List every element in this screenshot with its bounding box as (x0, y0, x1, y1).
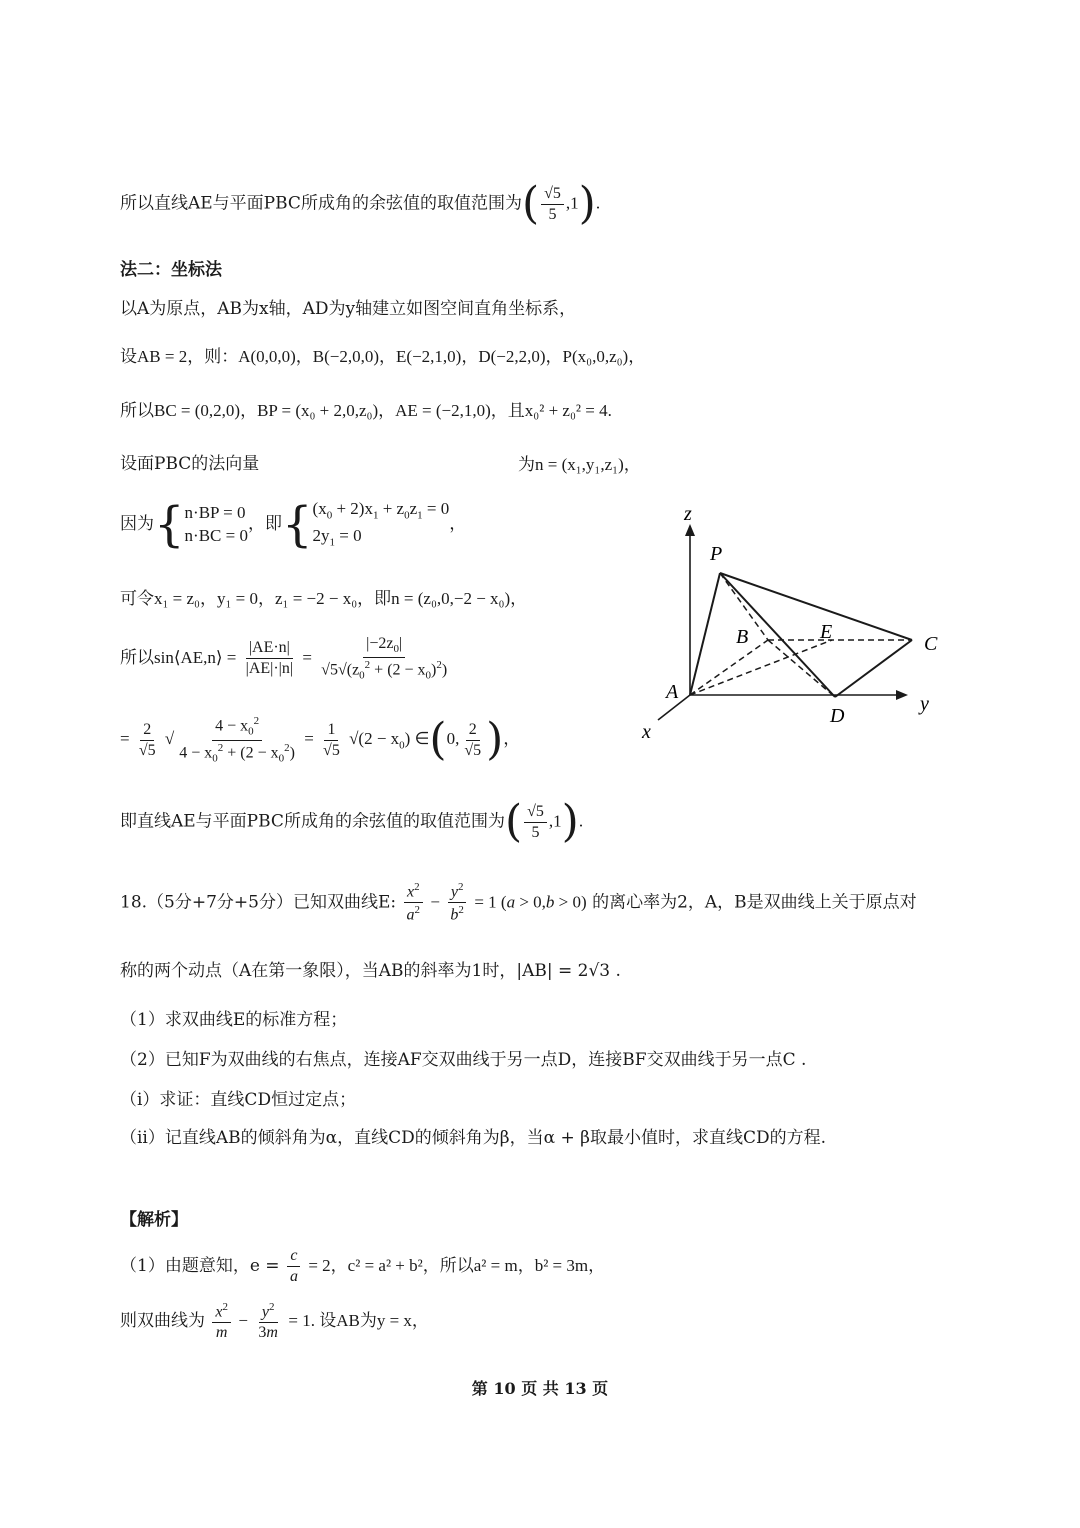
question-18-part-2: （2）已知F为双曲线的右焦点，连接AF交双曲线于另一点D，连接BF交双曲线于另一点C . (120, 1050, 807, 1070)
question-18-part-1: （1）求双曲线E的标准方程； (120, 1010, 348, 1030)
label-x: x (642, 721, 651, 743)
label-E: E (820, 621, 833, 643)
label-D: D (830, 705, 845, 727)
label-P: P (710, 543, 723, 565)
page-footer: 第 10 页 共 13 页 (471, 1379, 609, 1398)
z-arrow (685, 524, 695, 536)
text-line-range-1: 所以直线AE与平面PBC所成角的余弦值的取值范围为( $\frac{√5}{5}$ ,1). (120, 178, 601, 229)
solution-line-1: （1）由题意知，e = $\frac{c}{a}$ = 2，c² = a² + b²，所以a² = m，b² = 3m， (120, 1247, 606, 1285)
text-line-vectors: 所以BC = (0,2,0)，BP = (x₀ + 2,0,z₀)，AE = (−2,1,0)，且x₀² + z₀² = 4. (120, 401, 612, 420)
question-18-stem: 18.（5分+7分+5分）已知双曲线E: $\frac{x^2}{a^2}$ − $\frac{y^2}{b^2}$ = 1 (a > 0,b > 0) 的离心率为2，A，B是双曲线上关于原点对 (120, 881, 917, 924)
label-A: A (666, 681, 679, 703)
text-line-range-2: 即直线AE与平面PBC所成角的余弦值的取值范围为( $\frac{√5}{5}$ ,1). (120, 796, 584, 847)
text-line-sin-cont: = $\frac{2}{√5}$ √ $\frac{4 - x_0^2}{4 - x_0^2 + (2 - x_0^2)}$ = $\frac{1}{√5}$ $√(2 - x_0)$ ∈(0, $\frac{2}{√5}$ )， (120, 714, 521, 766)
method-2-title: 法二：坐标法 (120, 260, 222, 280)
range-sentence-1: 所以直线AE与平面PBC所成角的余弦值的取值范围为 (120, 193, 522, 214)
text-line-normal-b: 为n = (x₁,y₁,z₁)， (518, 455, 641, 474)
y-arrow (896, 690, 908, 700)
text-line-sin: 所以sin⟨AE,n⟩ = $\frac{|AE\cdot n|}{|AE|\cdot|n|}$ = $\frac{|-2z_0|}{√5√(z_0^2 + (2 - x_0)^2)}$ (120, 635, 448, 682)
text-line-normal-a: 设面PBC的法向量 (120, 454, 260, 474)
question-18-stem-cont: 称的两个动点（A在第一象限），当AB的斜率为1时，|AB| = 2√3 . (120, 961, 621, 981)
solution-title: 【解析】 (120, 1210, 188, 1230)
label-C: C (924, 633, 938, 655)
pyramid-figure (620, 500, 960, 760)
text-line-system: 因为{ n·BP = 0 n·BC = 0 ，即{ $(x_0 + 2)x_1 + z_0z_1 = 0$ $2y_1 = 0$ ， (120, 496, 467, 553)
label-z: z (684, 503, 692, 525)
solution-line-2: 则双曲线为 $\frac{x^2}{m}$ − $\frac{y^2}{3m}$ = 1. 设AB为y = x， (120, 1301, 429, 1342)
question-18-part-2ii: （ii）记直线AB的倾斜角为α，直线CD的倾斜角为β，当α + β取最小值时，求直线CD的方程. (120, 1128, 826, 1148)
text-line-coord-setup: 以A为原点，AB为x轴，AD为y轴建立如图空间直角坐标系， (120, 299, 577, 319)
label-y: y (920, 693, 929, 715)
text-line-points: 设AB = 2，则：A(0,0,0)，B(−2,0,0)，E(−2,1,0)，D(−2,2,0)，P(x₀,0,z₀)， (120, 347, 646, 366)
label-B: B (736, 626, 749, 648)
question-18-part-2i: （i）求证：直线CD恒过定点； (120, 1090, 357, 1110)
text-line-normal-vector: 可令x₁ = z₀，y₁ = 0，z₁ = −2 − x₀，即n = (z₀,0,−2 − x₀)， (120, 589, 528, 608)
